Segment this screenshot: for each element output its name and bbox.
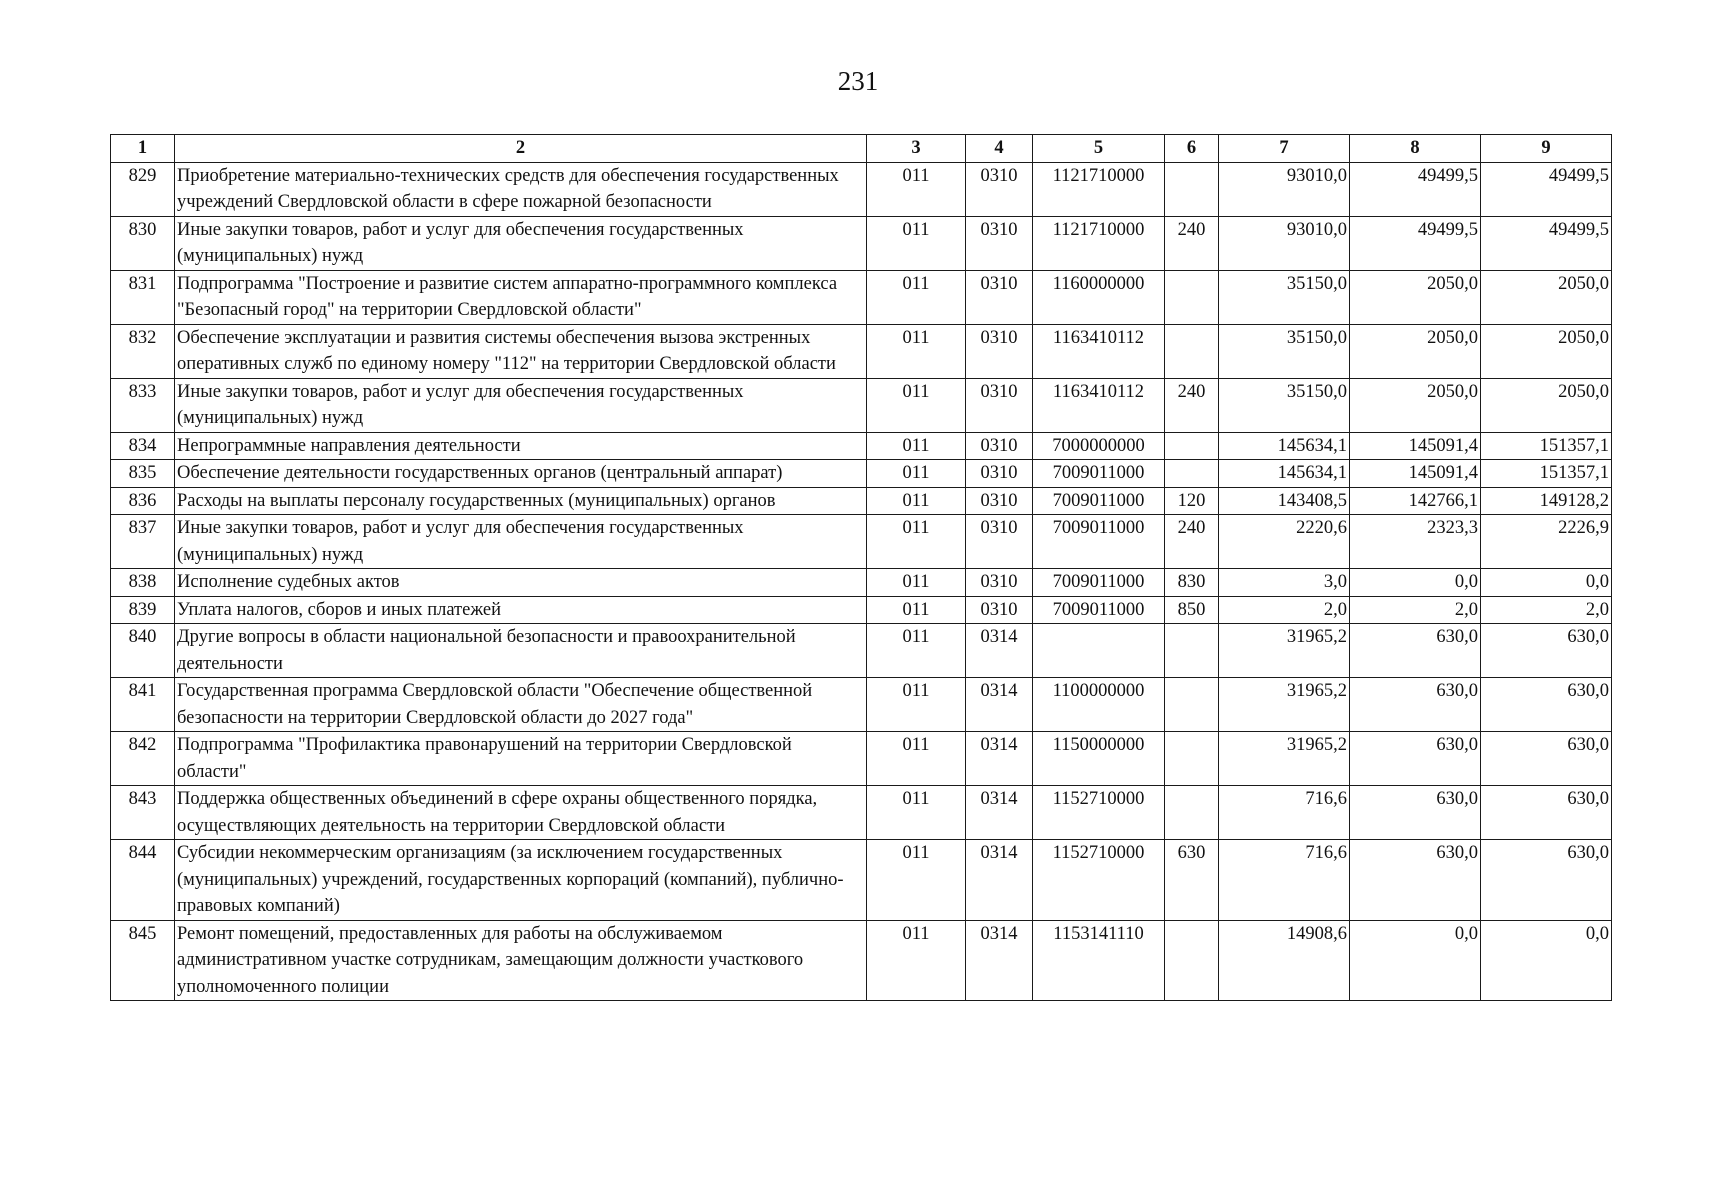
section-code: 0310 [966, 569, 1033, 597]
amount-year-3: 2050,0 [1481, 378, 1612, 432]
column-header: 1 [111, 135, 175, 163]
ministry-code: 011 [867, 920, 966, 1001]
amount-year-3: 0,0 [1481, 920, 1612, 1001]
ministry-code: 011 [867, 487, 966, 515]
target-article-code: 7009011000 [1033, 515, 1165, 569]
ministry-code: 011 [867, 162, 966, 216]
table-row [111, 840, 1612, 921]
row-name: Субсидии некоммерческим организациям (за исключением государственных (муниципальных) учреждений, государственных корпораций (компаний), публично-правовых компаний) [175, 840, 867, 921]
row-name: Расходы на выплаты персоналу государственных (муниципальных) органов [175, 487, 867, 515]
table-row [111, 732, 1612, 786]
amount-year-2: 2323,3 [1350, 515, 1481, 569]
row-name: Обеспечение эксплуатации и развития системы обеспечения вызова экстренных оперативных служб по единому номеру "112" на территории Свердловской области [175, 324, 867, 378]
target-article-code: 7009011000 [1033, 596, 1165, 624]
target-article-code: 1100000000 [1033, 678, 1165, 732]
ministry-code: 011 [867, 786, 966, 840]
ministry-code: 011 [867, 324, 966, 378]
target-article-code: 1121710000 [1033, 216, 1165, 270]
amount-year-3: 2226,9 [1481, 515, 1612, 569]
amount-year-2: 49499,5 [1350, 162, 1481, 216]
amount-year-1: 31965,2 [1219, 624, 1350, 678]
table-row [111, 460, 1612, 488]
amount-year-3: 2050,0 [1481, 324, 1612, 378]
column-header: 5 [1033, 135, 1165, 163]
amount-year-3: 149128,2 [1481, 487, 1612, 515]
amount-year-1: 145634,1 [1219, 460, 1350, 488]
column-header: 4 [966, 135, 1033, 163]
column-header: 2 [175, 135, 867, 163]
column-header: 9 [1481, 135, 1612, 163]
expense-type-code: 240 [1165, 216, 1219, 270]
amount-year-1: 93010,0 [1219, 216, 1350, 270]
row-number: 833 [111, 378, 175, 432]
section-code: 0310 [966, 596, 1033, 624]
row-name: Поддержка общественных объединений в сфере охраны общественного порядка, осуществляющих деятельность на территории Свердловской области [175, 786, 867, 840]
table-row [111, 324, 1612, 378]
amount-year-1: 145634,1 [1219, 432, 1350, 460]
section-code: 0314 [966, 678, 1033, 732]
table-row [111, 487, 1612, 515]
table-row [111, 596, 1612, 624]
amount-year-2: 630,0 [1350, 678, 1481, 732]
amount-year-1: 35150,0 [1219, 378, 1350, 432]
target-article-code: 1153141110 [1033, 920, 1165, 1001]
expense-type-code [1165, 270, 1219, 324]
ministry-code: 011 [867, 678, 966, 732]
amount-year-1: 93010,0 [1219, 162, 1350, 216]
table-row [111, 515, 1612, 569]
amount-year-3: 630,0 [1481, 732, 1612, 786]
row-name: Другие вопросы в области национальной безопасности и правоохранительной деятельности [175, 624, 867, 678]
column-header: 3 [867, 135, 966, 163]
row-name: Иные закупки товаров, работ и услуг для обеспечения государственных (муниципальных) нужд [175, 515, 867, 569]
ministry-code: 011 [867, 840, 966, 921]
column-header: 6 [1165, 135, 1219, 163]
amount-year-2: 630,0 [1350, 840, 1481, 921]
amount-year-1: 2,0 [1219, 596, 1350, 624]
ministry-code: 011 [867, 460, 966, 488]
expense-type-code: 630 [1165, 840, 1219, 921]
row-number: 834 [111, 432, 175, 460]
row-number: 829 [111, 162, 175, 216]
row-number: 836 [111, 487, 175, 515]
expense-type-code: 240 [1165, 378, 1219, 432]
amount-year-1: 2220,6 [1219, 515, 1350, 569]
row-name: Обеспечение деятельности государственных органов (центральный аппарат) [175, 460, 867, 488]
amount-year-3: 0,0 [1481, 569, 1612, 597]
row-number: 844 [111, 840, 175, 921]
expense-type-code [1165, 432, 1219, 460]
ministry-code: 011 [867, 515, 966, 569]
amount-year-2: 145091,4 [1350, 432, 1481, 460]
row-number: 841 [111, 678, 175, 732]
target-article-code: 7009011000 [1033, 460, 1165, 488]
expense-type-code [1165, 732, 1219, 786]
target-article-code: 1121710000 [1033, 162, 1165, 216]
amount-year-2: 630,0 [1350, 624, 1481, 678]
amount-year-1: 3,0 [1219, 569, 1350, 597]
row-number: 843 [111, 786, 175, 840]
section-code: 0310 [966, 324, 1033, 378]
section-code: 0314 [966, 732, 1033, 786]
ministry-code: 011 [867, 432, 966, 460]
amount-year-3: 630,0 [1481, 678, 1612, 732]
row-number: 839 [111, 596, 175, 624]
amount-year-2: 2050,0 [1350, 270, 1481, 324]
target-article-code: 7009011000 [1033, 487, 1165, 515]
amount-year-3: 151357,1 [1481, 432, 1612, 460]
row-number: 832 [111, 324, 175, 378]
table-row [111, 624, 1612, 678]
table-row [111, 920, 1612, 1001]
amount-year-3: 630,0 [1481, 786, 1612, 840]
amount-year-2: 2,0 [1350, 596, 1481, 624]
budget-table [110, 134, 1612, 1001]
ministry-code: 011 [867, 624, 966, 678]
target-article-code: 7000000000 [1033, 432, 1165, 460]
expense-type-code [1165, 324, 1219, 378]
table-row [111, 216, 1612, 270]
section-code: 0310 [966, 515, 1033, 569]
amount-year-1: 35150,0 [1219, 324, 1350, 378]
expense-type-code [1165, 786, 1219, 840]
row-number: 835 [111, 460, 175, 488]
target-article-code: 1152710000 [1033, 786, 1165, 840]
amount-year-1: 31965,2 [1219, 732, 1350, 786]
row-name: Ремонт помещений, предоставленных для работы на обслуживаемом административном участке сотрудникам, замещающим должности участкового уполномоченного полиции [175, 920, 867, 1001]
expense-type-code [1165, 624, 1219, 678]
amount-year-2: 49499,5 [1350, 216, 1481, 270]
amount-year-1: 35150,0 [1219, 270, 1350, 324]
table-row [111, 678, 1612, 732]
row-name: Иные закупки товаров, работ и услуг для обеспечения государственных (муниципальных) нужд [175, 216, 867, 270]
row-name: Исполнение судебных актов [175, 569, 867, 597]
amount-year-1: 31965,2 [1219, 678, 1350, 732]
expense-type-code: 120 [1165, 487, 1219, 515]
row-name: Подпрограмма "Профилактика правонарушений на территории Свердловской области" [175, 732, 867, 786]
expense-type-code [1165, 920, 1219, 1001]
amount-year-3: 630,0 [1481, 840, 1612, 921]
row-name: Подпрограмма "Построение и развитие систем аппаратно-программного комплекса "Безопасный город" на территории Свердловской области" [175, 270, 867, 324]
section-code: 0310 [966, 378, 1033, 432]
expense-type-code: 850 [1165, 596, 1219, 624]
amount-year-3: 49499,5 [1481, 162, 1612, 216]
table-row [111, 569, 1612, 597]
expense-type-code [1165, 678, 1219, 732]
section-code: 0310 [966, 487, 1033, 515]
amount-year-2: 142766,1 [1350, 487, 1481, 515]
target-article-code: 7009011000 [1033, 569, 1165, 597]
section-code: 0310 [966, 460, 1033, 488]
section-code: 0310 [966, 270, 1033, 324]
section-code: 0314 [966, 840, 1033, 921]
expense-type-code [1165, 162, 1219, 216]
ministry-code: 011 [867, 378, 966, 432]
table-body [111, 162, 1612, 1001]
section-code: 0310 [966, 216, 1033, 270]
row-number: 845 [111, 920, 175, 1001]
column-header: 8 [1350, 135, 1481, 163]
amount-year-2: 0,0 [1350, 920, 1481, 1001]
row-number: 831 [111, 270, 175, 324]
ministry-code: 011 [867, 216, 966, 270]
expense-type-code: 240 [1165, 515, 1219, 569]
section-code: 0310 [966, 162, 1033, 216]
amount-year-1: 716,6 [1219, 786, 1350, 840]
amount-year-1: 716,6 [1219, 840, 1350, 921]
amount-year-3: 2050,0 [1481, 270, 1612, 324]
column-header: 7 [1219, 135, 1350, 163]
row-name: Иные закупки товаров, работ и услуг для обеспечения государственных (муниципальных) нужд [175, 378, 867, 432]
amount-year-2: 630,0 [1350, 732, 1481, 786]
amount-year-2: 2050,0 [1350, 378, 1481, 432]
row-number: 838 [111, 569, 175, 597]
amount-year-1: 14908,6 [1219, 920, 1350, 1001]
table-row [111, 378, 1612, 432]
row-number: 842 [111, 732, 175, 786]
section-code: 0314 [966, 624, 1033, 678]
row-number: 830 [111, 216, 175, 270]
amount-year-3: 151357,1 [1481, 460, 1612, 488]
row-number: 837 [111, 515, 175, 569]
amount-year-3: 630,0 [1481, 624, 1612, 678]
row-name: Уплата налогов, сборов и иных платежей [175, 596, 867, 624]
expense-type-code: 830 [1165, 569, 1219, 597]
table-row [111, 270, 1612, 324]
target-article-code: 1163410112 [1033, 378, 1165, 432]
target-article-code [1033, 624, 1165, 678]
header-row [111, 135, 1612, 163]
ministry-code: 011 [867, 569, 966, 597]
table-row [111, 432, 1612, 460]
table-row [111, 786, 1612, 840]
table-row [111, 162, 1612, 216]
ministry-code: 011 [867, 596, 966, 624]
amount-year-3: 49499,5 [1481, 216, 1612, 270]
target-article-code: 1152710000 [1033, 840, 1165, 921]
section-code: 0314 [966, 920, 1033, 1001]
amount-year-3: 2,0 [1481, 596, 1612, 624]
target-article-code: 1163410112 [1033, 324, 1165, 378]
ministry-code: 011 [867, 732, 966, 786]
amount-year-1: 143408,5 [1219, 487, 1350, 515]
section-code: 0314 [966, 786, 1033, 840]
amount-year-2: 630,0 [1350, 786, 1481, 840]
target-article-code: 1150000000 [1033, 732, 1165, 786]
page-number: 231 [837, 66, 879, 96]
expense-type-code [1165, 460, 1219, 488]
row-name: Приобретение материально-технических средств для обеспечения государственных учреждений Свердловской области в сфере пожарной безопасности [175, 162, 867, 216]
target-article-code: 1160000000 [1033, 270, 1165, 324]
amount-year-2: 145091,4 [1350, 460, 1481, 488]
amount-year-2: 2050,0 [1350, 324, 1481, 378]
amount-year-2: 0,0 [1350, 569, 1481, 597]
row-name: Государственная программа Свердловской области "Обеспечение общественной безопасности на территории Свердловской области до 2027 года" [175, 678, 867, 732]
row-name: Непрограммные направления деятельности [175, 432, 867, 460]
ministry-code: 011 [867, 270, 966, 324]
row-number: 840 [111, 624, 175, 678]
section-code: 0310 [966, 432, 1033, 460]
